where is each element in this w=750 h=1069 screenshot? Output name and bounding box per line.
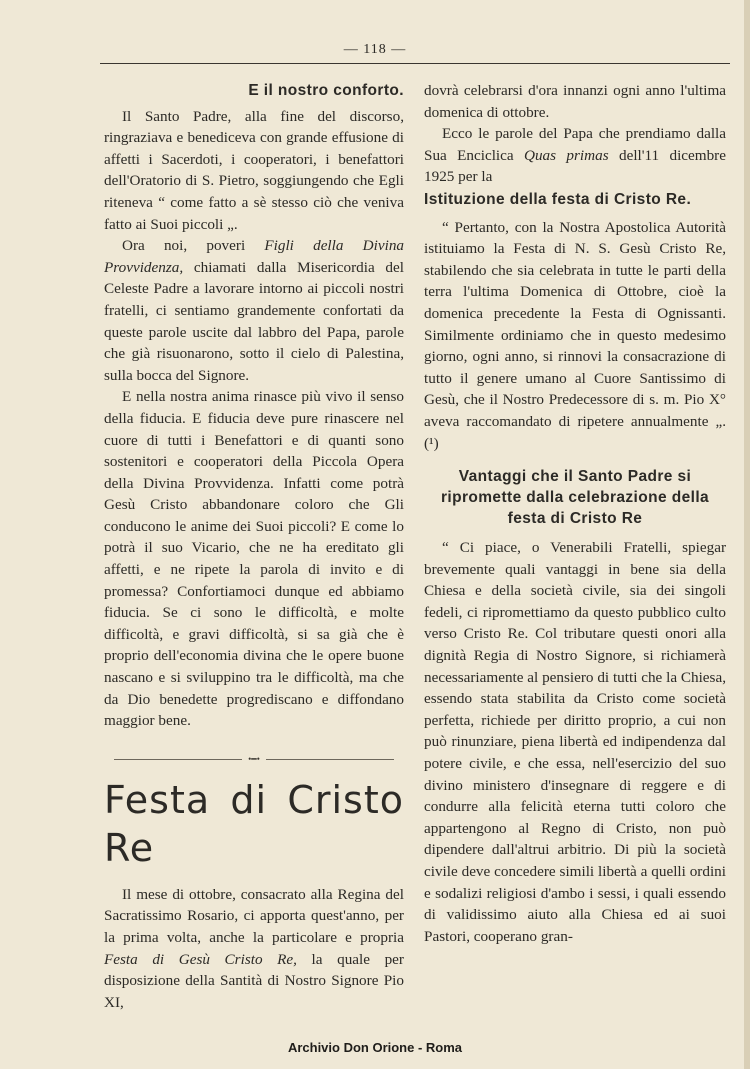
text: Ecco le parole del Papa che prendiamo dalla Sua Enciclica (424, 125, 726, 164)
paragraph (104, 235, 404, 386)
page-edge (744, 0, 750, 1069)
section-heading-vantaggi: Vantaggi che il Santo Padre si ripromette dalla celebrazione della festa di Cristo Re (440, 468, 710, 528)
left-column (104, 80, 404, 1013)
section-heading-istituzione: Istituzione della festa di Cristo Re. (424, 190, 692, 208)
ornament-divider: •━• (104, 754, 404, 764)
text: la quale per disposizione della Santità di Nostro Signore Pio XI, (104, 950, 404, 1011)
paragraph: “ Pertanto, con la Nostra Apostolica Autorità istituiamo la Festa di N. S. Gesù Cristo Re, stabilendo che sia celebrata in tutte le parti della terra l'ultima Domenica di Ottobre, cioè la domenica precedente la Festa di Ognissanti. Similmente ordiniamo che in questo medesimo giorno, ogni anno, si rinnovi la consacrazione di tutto il genere umano al Cuore Santissimo di Gesù, che il Nostro Predecessore di s. m. Pio X° aveva raccomandato di ripetere annualmente „. (¹) (424, 218, 726, 452)
text: chiamati dalla Misericordia del Celeste Padre a lavorare intorno ai piccoli nostri fratelli, ci sentiamo grandemente confortati da queste parole uscite dal labbro del Papa, parole che già risuonarono, sotto il cielo di Palestina, sulla bocca del Signore. (104, 258, 404, 384)
paragraph: “ Ci piace, o Venerabili Fratelli, spiegar brevemente quali vantaggi in bene sia della Chiesa e della società civile, sia dei singoli fedeli, ci ripromettiamo da questo pubblico culto verso Cristo Re. Col tributare questi onori alla dignità Regia di Nostro Signore, si richiamerà necessariamente al pensiero di tutti che la Chiesa, essendo stata stabilita da Cristo come società perfetta, richiede per diritto proprio, a cui non può rinunziare, piena libertà ed indipendenza dal potere civile, e che essa, nell'esercizio del suo divino ministero d'insegnare di reggere e di condurre alla felicità eterna tutti coloro che appartengono al Regno di Cristo, non può dipendere dall'altrui arbitrio. Di più la società civile deve concedere simili libertà a quelli ordini e sodalizi religiosi d'ambo i sessi, i quali essendo di validissimo aiuto alla Chiesa ed ai suoi Pastori, cooperano gran- (424, 539, 726, 945)
header-rule (100, 63, 730, 64)
emphasis-text: Figli della Divina Provvidenza, (104, 237, 405, 276)
text: dell'11 dicembre 1925 per la (424, 146, 726, 186)
paragraph: Il Santo Padre, alla fine del discorso, ringraziava e benediceva con grande effusione di affetti i Sacerdoti, i cooperatori, i benefattori dell'Oratorio di S. Pietro, soggiungendo che Egli riteneva “ come fatto a sè stesso ciò che veniva fatto ai Suoi piccoli „. (104, 107, 404, 233)
text: Ora noi, poveri (122, 237, 265, 255)
archive-footer: Archivio Don Orione - Roma (287, 1040, 463, 1055)
emphasis-text: Festa di Gesù Cristo Re, (104, 950, 297, 968)
article-title: Festa di Cristo Re (104, 777, 404, 870)
paragraph: dovrà celebrarsi d'ora innanzi ogni anno l'ultima domenica di ottobre. (424, 82, 726, 121)
emphasis-text: Quas primas (524, 146, 609, 164)
paragraph (104, 884, 404, 1014)
paragraph (424, 123, 726, 188)
right-column (424, 80, 726, 947)
paragraph: E nella nostra anima rinasce più vivo il senso della fiducia. E fiducia deve pure rinascere nel cuore di tutti i Benefattori e di quanti sono sostenitori e cooperatori della Piccola Opera della Divina Provvidenza. Infatti come potrà Gesù Cristo abbandonare coloro che Gli conducono le anime dei Suoi piccoli? E come lo potrà il suo Vicario, che ne ha ereditato gli affetti, e ne ripete la parola di invito e di promessa? Confortiamoci dunque ed abbiamo fiducia. Se ci sono le difficoltà, e molte difficoltà, e gravi difficoltà, si sa già che è proprio dell'economia divina che le opere buone nascano e si sviluppino tra le difficoltà, ma che da Dio benedette progrediscano e diffondano maggior bene. (104, 388, 404, 730)
page-number: — 118 — (343, 42, 407, 57)
text: Il mese di ottobre, consacrato alla Regina del Sacratissimo Rosario, ci apporta quest'anno, per la prima volta, anche la particolare e propria (104, 885, 404, 946)
section-heading-conforto: E il nostro conforto. (248, 82, 404, 99)
